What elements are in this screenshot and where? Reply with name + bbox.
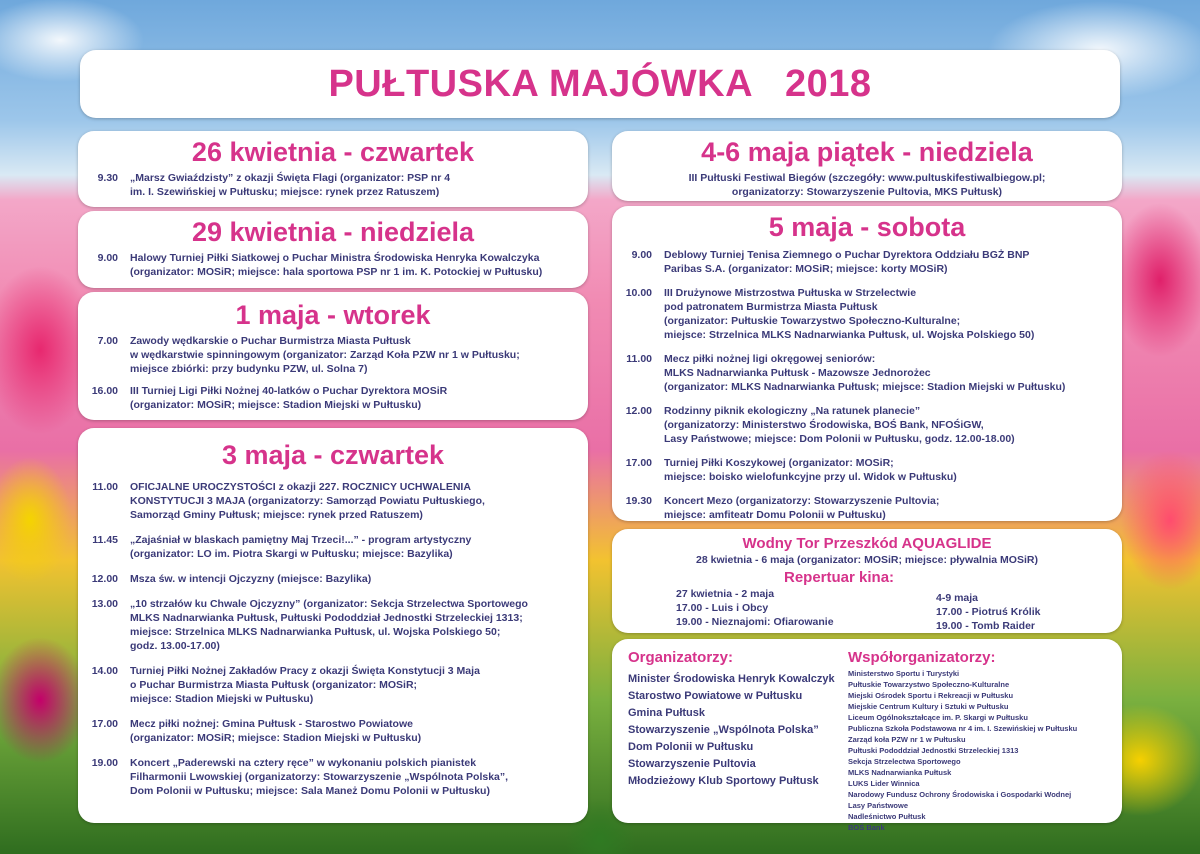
page-title: PUŁTUSKA MAJÓWKA	[328, 62, 754, 105]
event-line: Zawody wędkarskie o Puchar Burmistrza Miasta Pułtusk	[130, 335, 411, 347]
event-line: MLKS Nadnarwianka Pułtusk - Mazowsze Jednorożec	[664, 367, 931, 379]
list-item: LUKS Lider Winnica	[848, 779, 920, 788]
event-line: pod patronatem Burmistrza Miasta Pułtusk	[664, 301, 878, 313]
event-line: Dom Polonii w Pułtusku; miejsce: Sala Maneż Domu Polonii w Pułtusku)	[130, 785, 490, 797]
event-line: „10 strzałów ku Chwale Ojczyzny” (organizator: Sekcja Strzelectwa Sportowego	[130, 598, 528, 610]
event-line: Mecz piłki nożnej: Gmina Pułtusk - Starostwo Powiatowe	[130, 718, 413, 730]
list-item: Stowarzyszenie „Wspólnota Polska”	[628, 724, 819, 736]
panel-apr29	[78, 211, 588, 288]
day-heading: 1 maja - wtorek	[235, 300, 431, 330]
event-description	[130, 756, 588, 798]
event-row	[78, 334, 588, 376]
event-line: Deblowy Turniej Tenisa Ziemnego o Puchar Dyrektora Oddziału BGŻ BNP	[664, 249, 1030, 261]
event-line: (organizator: MOSiR; miejsce: Stadion Miejski w Pułtusku)	[130, 732, 422, 744]
event-line: „Zajaśniał w blaskach pamiętny Maj Trzeci!...” - program artystyczny	[130, 534, 472, 546]
event-time: 17.00	[91, 718, 118, 730]
event-line: (organizator: Pułtuskie Towarzystwo Społeczno-Kulturalne;	[664, 315, 961, 327]
list-item: Pułtuskie Towarzystwo Społeczno-Kulturalne	[848, 680, 1010, 689]
festival-line-1: III Pułtuski Festiwal Biegów (szczegóły: www.pultuskifestiwalbiegow.pl;	[688, 172, 1046, 184]
event-line: (organizator: MOSiR; miejsce: hala sportowa PSP nr 1 im. K. Potockiej w Pułtusku)	[130, 266, 543, 278]
event-time: 9.00	[97, 252, 118, 264]
event-line: OFICJALNE UROCZYSTOŚCI z okazji 227. ROCZNICY UCHWALENIA	[130, 481, 471, 493]
event-row	[78, 480, 588, 522]
list-item: Liceum Ogólnokształcące im. P. Skargi w Pułtusku	[848, 713, 1028, 722]
event-row	[612, 248, 1122, 276]
event-line: Koncert „Paderewski na cztery ręce” w wykonaniu polskich pianistek	[130, 757, 477, 769]
coorganizers-heading: Współorganizatorzy:	[848, 649, 996, 666]
event-row	[78, 756, 588, 798]
event-line: (organizatorzy: Ministerstwo Środowiska, BOŚ Bank, NFOŚiGW,	[664, 419, 984, 431]
list-item: Dom Polonii w Pułtusku	[628, 741, 754, 753]
event-description	[130, 334, 588, 376]
event-description	[130, 717, 588, 745]
event-description	[130, 597, 588, 653]
panel-apr26	[78, 131, 588, 207]
list-item: Miejski Ośrodek Sportu i Rekreacji w Pułtusku	[848, 691, 1014, 700]
event-line: (organizator: LO im. Piotra Skargi w Pułtusku; miejsce: Bazylika)	[130, 548, 453, 560]
event-line: im. I. Szewińskiej w Pułtusku; miejsce: rynek przez Ratuszem)	[130, 186, 440, 198]
cinema-left-item-1: 17.00 - Luis i Obcy	[676, 602, 769, 614]
event-row	[612, 352, 1122, 394]
event-line: miejsce: Strzelnica MLKS Nadnarwianka Pułtusk, ul. Wojska Polskiego 50;	[130, 626, 501, 638]
event-time: 19.30	[625, 495, 652, 507]
list-item: Ministerstwo Sportu i Turystyki	[848, 669, 960, 678]
event-line: Turniej Piłki Koszykowej (organizator: MOSiR;	[664, 457, 894, 469]
coorganizers-column	[848, 649, 1118, 833]
list-item: Minister Środowiska Henryk Kowalczyk	[628, 673, 835, 685]
event-list	[78, 480, 588, 798]
event-time: 17.00	[625, 457, 652, 469]
list-item: Miejskie Centrum Kultury i Sztuki w Pułtusku	[848, 702, 1009, 711]
event-row	[78, 533, 588, 561]
coorganizers-list	[848, 668, 1118, 833]
event-line: (organizator: MOSiR; miejsce: Stadion Miejski w Pułtusku)	[130, 399, 422, 411]
aquaglide-line: 28 kwietnia - 6 maja (organizator: MOSiR; miejsce: pływalnia MOSiR)	[696, 554, 1038, 566]
event-row	[78, 572, 588, 586]
title-banner	[80, 50, 1120, 118]
aquaglide-heading: Wodny Tor Przeszkód AQUAGLIDE	[742, 535, 992, 552]
event-description	[130, 572, 588, 586]
event-description	[130, 480, 588, 522]
organizers-column	[628, 649, 848, 790]
list-item: Publiczna Szkoła Podstawowa nr 4 im. I. Szewińskiej w Pułtusku	[848, 724, 1078, 733]
event-line: Samorząd Gminy Pułtusk; miejsce: rynek przed Ratuszem)	[130, 509, 423, 521]
list-item: BOŚ Bank	[848, 823, 885, 832]
list-item: Zarząd koła PZW nr 1 w Pułtusku	[848, 735, 966, 744]
panel-aquaglide-cinema	[612, 529, 1122, 633]
event-line: Filharmonii Lwowskiej (organizatorzy: Stowarzyszenie „Wspólnota Polska”,	[130, 771, 509, 783]
list-item: Lasy Państwowe	[848, 801, 909, 810]
event-description	[130, 664, 588, 706]
event-time: 16.00	[91, 385, 118, 397]
event-description	[664, 404, 1122, 446]
event-line: Mecz piłki nożnej ligi okręgowej seniorów:	[664, 353, 876, 365]
organizers-heading: Organizatorzy:	[628, 649, 734, 666]
cinema-heading: Repertuar kina:	[784, 569, 895, 586]
list-item: Narodowy Fundusz Ochrony Środowiska i Gospodarki Wodnej	[848, 790, 1072, 799]
event-time: 7.00	[97, 335, 118, 347]
event-time: 11.00	[626, 353, 652, 365]
page-year: 2018	[785, 62, 872, 105]
organizers-list	[628, 671, 848, 790]
event-line: III Turniej Ligi Piłki Nożnej 40-latków o Puchar Dyrektora MOSiR	[130, 385, 448, 397]
event-line: Paribas S.A. (organizator: MOSiR; miejsce: korty MOSiR)	[664, 263, 948, 275]
event-line: Lasy Państwowe; miejsce: Dom Polonii w Pułtusku, godz. 12.00-18.00)	[664, 433, 1015, 445]
event-row	[78, 251, 588, 279]
cinema-left-item-2: 19.00 - Nieznajomi: Ofiarowanie	[676, 616, 834, 628]
panel-may4-6	[612, 131, 1122, 201]
event-line: Turniej Piłki Nożnej Zakładów Pracy z okazji Święta Konstytucji 3 Maja	[130, 665, 480, 677]
cinema-left-column	[676, 587, 834, 629]
list-item: Pułtuski Pododdział Jednostki Strzeleckiej 1313	[848, 746, 1019, 755]
panel-may1	[78, 292, 588, 420]
day-heading: 26 kwietnia - czwartek	[191, 137, 475, 167]
event-time: 9.00	[631, 249, 652, 261]
list-item: Młodzieżowy Klub Sportowy Pułtusk	[628, 775, 819, 787]
event-row	[612, 494, 1122, 522]
cinema-right-range: 4-9 maja	[936, 592, 979, 604]
event-time: 14.00	[91, 665, 118, 677]
event-row	[78, 664, 588, 706]
panel-may3	[78, 428, 588, 823]
event-time: 11.45	[92, 534, 118, 546]
list-item: Starostwo Powiatowe w Pułtusku	[628, 690, 803, 702]
list-item: Sekcja Strzelectwa Sportowego	[848, 757, 961, 766]
event-description	[130, 251, 588, 279]
event-time: 12.00	[625, 405, 652, 417]
event-list	[78, 334, 588, 412]
event-description	[664, 494, 1122, 522]
event-time: 9.30	[97, 172, 118, 184]
list-item: Nadleśnictwo Pułtusk	[848, 812, 926, 821]
event-list	[78, 251, 588, 279]
cinema-right-item-1: 17.00 - Piotruś Królik	[936, 606, 1041, 618]
event-line: miejsce: Strzelnica MLKS Nadnarwianka Pułtusk, ul. Wojska Polskiego 50)	[664, 329, 1035, 341]
cinema-left-range: 27 kwietnia - 2 maja	[676, 588, 775, 600]
event-time: 13.00	[91, 598, 118, 610]
list-item: Gmina Pułtusk	[628, 707, 706, 719]
cinema-right-item-2: 19.00 - Tomb Raider	[936, 620, 1036, 632]
event-row	[78, 384, 588, 412]
event-line: miejsce zbiórki: przy budynku PZW, ul. Solna 7)	[130, 363, 368, 375]
event-row	[612, 456, 1122, 484]
event-time: 12.00	[91, 573, 118, 585]
event-time: 10.00	[625, 287, 652, 299]
event-line: Koncert Mezo (organizatorzy: Stowarzyszenie Pultovia;	[664, 495, 940, 507]
event-row	[78, 597, 588, 653]
event-line: miejsce: amfiteatr Domu Polonii w Pułtusku)	[664, 509, 886, 521]
event-row	[78, 171, 588, 199]
event-row	[612, 286, 1122, 342]
event-line: miejsce: boisko wielofunkcyjne przy ul. Widok w Pułtusku)	[664, 471, 957, 483]
day-heading: 3 maja - czwartek	[221, 440, 445, 470]
event-row	[78, 717, 588, 745]
list-item: Stowarzyszenie Pultovia	[628, 758, 756, 770]
event-list	[612, 248, 1122, 522]
event-line: Halowy Turniej Piłki Siatkowej o Puchar Ministra Środowiska Henryka Kowalczyka	[130, 252, 540, 264]
event-time: 11.00	[92, 481, 118, 493]
event-description	[130, 533, 588, 561]
event-line: Msza św. w intencji Ojczyzny (miejsce: Bazylika)	[130, 573, 372, 585]
event-row	[612, 404, 1122, 446]
event-line: miejsce: Stadion Miejski w Pułtusku)	[130, 693, 314, 705]
festival-line-2: organizatorzy: Stowarzyszenie Pultovia, MKS Pułtusk)	[731, 186, 1003, 198]
event-line: III Drużynowe Mistrzostwa Pułtuska w Strzelectwie	[664, 287, 917, 299]
event-line: (organizator: MLKS Nadnarwianka Pułtusk; miejsce: Stadion Miejski w Pułtusku)	[664, 381, 1066, 393]
panel-organizers	[612, 639, 1122, 832]
panel-may5	[612, 206, 1122, 521]
event-line: godz. 13.00-17.00)	[130, 640, 220, 652]
event-description	[664, 352, 1122, 394]
day-heading: 29 kwietnia - niedziela	[191, 217, 475, 247]
event-line: Rodzinny piknik ekologiczny „Na ratunek planecie”	[664, 405, 921, 417]
list-item: MLKS Nadnarwianka Pułtusk	[848, 768, 952, 777]
event-line: w wędkarstwie spinningowym (organizator: Zarząd Koła PZW nr 1 w Pułtusku;	[130, 349, 520, 361]
event-description	[130, 171, 588, 199]
event-description	[664, 286, 1122, 342]
cinema-right-column	[936, 591, 1040, 633]
event-line: KONSTYTUCJI 3 MAJA (organizatorzy: Samorząd Powiatu Pułtuskiego,	[130, 495, 485, 507]
event-line: MLKS Nadnarwianka Pułtusk, Pułtuski Pododdział Jednostki Strzeleckiej 1313;	[130, 612, 523, 624]
event-line: o Puchar Burmistrza Miasta Pułtusk (organizator: MOSiR;	[130, 679, 418, 691]
event-line: „Marsz Gwiaździsty” z okazji Święta Flagi (organizator: PSP nr 4	[130, 172, 451, 184]
event-time: 19.00	[91, 757, 118, 769]
event-list	[78, 171, 588, 199]
day-heading: 5 maja - sobota	[768, 212, 966, 242]
event-description	[130, 384, 588, 412]
day-heading: 4-6 maja piątek - niedziela	[701, 137, 1033, 167]
event-description	[664, 456, 1122, 484]
event-description	[664, 248, 1122, 276]
